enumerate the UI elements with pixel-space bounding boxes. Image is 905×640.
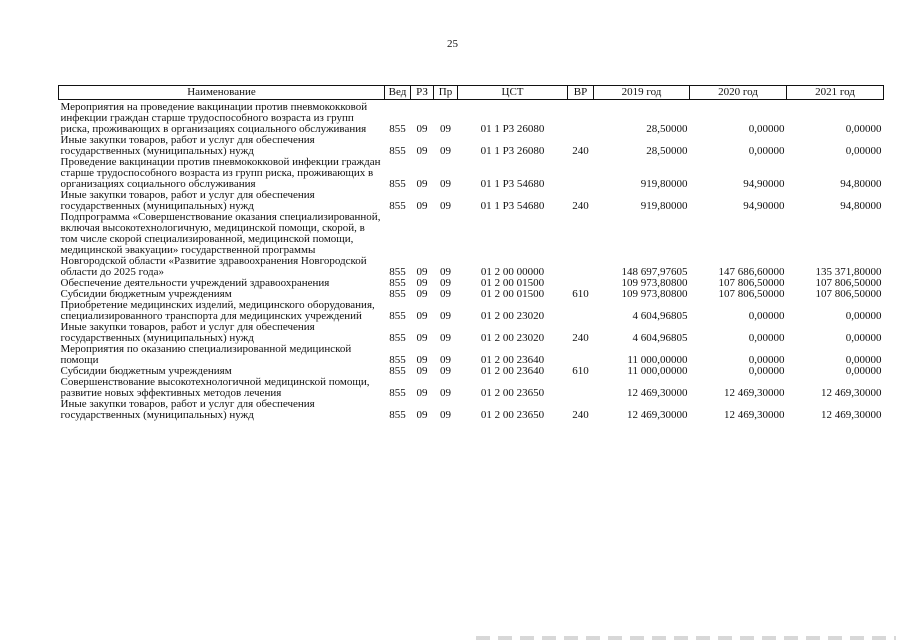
row-2019: 919,80000: [640, 178, 688, 190]
row-rz: 09: [416, 409, 428, 421]
row-name: Приобретение медицинских изделий, медицинского оборудования, специализированного транспорта для медицинских учреждений: [60, 299, 375, 322]
row-rz: 09: [416, 354, 428, 366]
header-rz: РЗ: [411, 86, 434, 100]
row-rz: 09: [416, 387, 428, 399]
row-ved: 855: [389, 354, 406, 366]
row-vr: [568, 100, 594, 136]
row-2019: 12 469,30000: [627, 409, 688, 421]
row-ved: 855: [389, 288, 406, 300]
row-2021: 0,00000: [845, 145, 882, 157]
table-row: [59, 100, 884, 136]
row-2019: 919,80000: [640, 200, 688, 212]
row-ved: 855: [389, 310, 406, 322]
row-cst: 01 1 Р3 26080: [480, 145, 545, 157]
row-2021: 0,00000: [845, 332, 882, 344]
row-ved: 855: [389, 365, 406, 377]
table-row: [59, 344, 884, 366]
row-name: Обеспечение деятельности учреждений здравоохранения: [60, 277, 330, 289]
row-2020: 0,00000: [748, 332, 785, 344]
row-vr: [568, 300, 594, 322]
row-name: Мероприятия на проведение вакцинации против пневмококковой инфекции граждан старше трудоспособного возраста из групп риска, проживающих в организациях социального обслуживания: [60, 101, 368, 135]
row-name: Субсидии бюджетным учреждениям: [60, 365, 232, 377]
table-row: [59, 157, 884, 190]
row-2019: 12 469,30000: [627, 387, 688, 399]
row-2019: 11 000,00000: [627, 354, 688, 366]
row-ved: 855: [389, 200, 406, 212]
row-cst: 01 1 Р3 26080: [480, 123, 545, 135]
row-2019: 28,50000: [646, 145, 688, 157]
header-2021: 2021 год: [787, 86, 884, 100]
row-cst: 01 1 Р3 54680: [480, 178, 545, 190]
budget-table: [58, 85, 884, 421]
header-vr: ВР: [568, 86, 594, 100]
row-ved: 855: [389, 266, 406, 278]
row-ved: 855: [389, 332, 406, 344]
row-name: Иные закупки товаров, работ и услуг для обеспечения государственных (муниципальных) нужд: [60, 189, 315, 212]
row-vr: 610: [572, 288, 589, 300]
row-pr: 09: [440, 365, 451, 377]
row-2020: 0,00000: [748, 123, 785, 135]
row-vr: [568, 377, 594, 399]
row-cst: 01 2 00 23650: [480, 387, 545, 399]
row-2020: 0,00000: [748, 310, 785, 322]
row-ved: 855: [389, 387, 406, 399]
row-2020: 0,00000: [748, 365, 785, 377]
row-pr: 09: [440, 266, 451, 278]
header-2019: 2019 год: [594, 86, 690, 100]
row-2021: 107 806,50000: [815, 277, 882, 289]
header-ved: Вед: [385, 86, 411, 100]
header-cst: ЦСТ: [458, 86, 568, 100]
row-vr: 240: [572, 409, 589, 421]
row-2019: 4 604,96805: [632, 310, 688, 322]
row-rz: 09: [416, 145, 428, 157]
row-2020: 12 469,30000: [724, 387, 785, 399]
row-cst: 01 2 00 01500: [480, 277, 545, 289]
row-ved: 855: [389, 277, 406, 289]
row-2019: 28,50000: [646, 123, 688, 135]
row-rz: 09: [416, 332, 428, 344]
row-2020: 147 686,60000: [718, 266, 785, 278]
row-name: Иные закупки товаров, работ и услуг для обеспечения государственных (муниципальных) нужд: [60, 398, 315, 421]
table-row: [59, 377, 884, 399]
row-name: Совершенствование высокотехнологичной медицинской помощи, развитие новых эффективных методов лечения: [60, 376, 370, 399]
row-rz: 09: [416, 266, 428, 278]
table-row: [59, 135, 884, 157]
row-2021: 135 371,80000: [815, 266, 882, 278]
row-pr: 09: [440, 332, 451, 344]
row-cst: 01 2 00 23640: [480, 365, 545, 377]
row-ved: 855: [389, 145, 406, 157]
row-pr: 09: [440, 200, 451, 212]
row-cst: 01 2 00 23020: [480, 332, 545, 344]
row-pr: 09: [440, 145, 451, 157]
table-row: [59, 300, 884, 322]
row-rz: 09: [416, 277, 428, 289]
row-pr: 09: [440, 288, 451, 300]
row-cst: 01 2 00 23020: [480, 310, 545, 322]
row-pr: 09: [440, 409, 451, 421]
row-cst: 01 2 00 00000: [480, 266, 545, 278]
row-ved: 855: [389, 178, 406, 190]
row-pr: 09: [440, 387, 451, 399]
header-name: Наименование: [59, 86, 385, 100]
row-2021: 0,00000: [845, 310, 882, 322]
row-2019: 4 604,96805: [632, 332, 688, 344]
row-2021: 0,00000: [845, 123, 882, 135]
row-2020: 107 806,50000: [718, 288, 785, 300]
row-vr: 240: [572, 200, 589, 212]
table-row: [59, 212, 884, 278]
table-body: [59, 100, 884, 422]
table-row: [59, 322, 884, 344]
row-pr: 09: [440, 123, 451, 135]
row-2021: 12 469,30000: [821, 409, 882, 421]
row-name: Подпрограмма «Совершенствование оказания специализированной, включая высокотехнологичную, медицинской помощи, скорой, в том числе скорой специализированной, медицинской помощи, медицинской эвакуации» государственной программы Новгородской области «Развитие здравоохранения Новгородской области до 2025 года»: [60, 211, 381, 278]
row-rz: 09: [416, 200, 428, 212]
row-pr: 09: [440, 354, 451, 366]
row-2019: 109 973,80800: [621, 288, 688, 300]
row-name: Мероприятия по оказанию специализированной медицинской помощи: [60, 343, 352, 366]
row-2021: 0,00000: [845, 354, 882, 366]
row-2021: 0,00000: [845, 365, 882, 377]
row-pr: 09: [440, 310, 451, 322]
row-pr: 09: [440, 178, 451, 190]
page-number: 25: [447, 38, 458, 50]
row-name: Иные закупки товаров, работ и услуг для обеспечения государственных (муниципальных) нужд: [60, 134, 315, 157]
row-2020: 94,90000: [743, 178, 785, 190]
header-2020: 2020 год: [690, 86, 787, 100]
row-2020: 0,00000: [748, 145, 785, 157]
header-pr: Пр: [434, 86, 458, 100]
row-cst: 01 2 00 23640: [480, 354, 545, 366]
row-rz: 09: [416, 310, 428, 322]
row-rz: 09: [416, 123, 428, 135]
row-2020: 107 806,50000: [718, 277, 785, 289]
row-vr: [568, 212, 594, 278]
row-2019: 109 973,80800: [621, 277, 688, 289]
row-vr: 610: [572, 365, 589, 377]
row-ved: 855: [389, 123, 406, 135]
scan-artifact: [476, 636, 896, 640]
row-rz: 09: [416, 288, 428, 300]
row-vr: 240: [572, 332, 589, 344]
table-header-row: [59, 86, 884, 100]
row-cst: 01 2 00 23650: [480, 409, 545, 421]
row-cst: 01 2 00 01500: [480, 288, 545, 300]
row-cst: 01 1 Р3 54680: [480, 200, 545, 212]
row-pr: 09: [440, 277, 451, 289]
row-vr: [568, 344, 594, 366]
table-row: [59, 190, 884, 212]
row-2020: 0,00000: [748, 354, 785, 366]
row-rz: 09: [416, 178, 428, 190]
row-2021: 12 469,30000: [821, 387, 882, 399]
row-2021: 94,80000: [840, 200, 882, 212]
row-name: Проведение вакцинации против пневмококковой инфекции граждан старше трудоспособного возраста из групп риска, проживающих в организациях социального обслуживания: [60, 156, 381, 190]
row-2019: 148 697,97605: [621, 266, 688, 278]
row-2021: 94,80000: [840, 178, 882, 190]
row-name: Иные закупки товаров, работ и услуг для обеспечения государственных (муниципальных) нужд: [60, 321, 315, 344]
row-2020: 12 469,30000: [724, 409, 785, 421]
row-ved: 855: [389, 409, 406, 421]
row-2021: 107 806,50000: [815, 288, 882, 300]
row-vr: [568, 157, 594, 190]
row-name: Субсидии бюджетным учреждениям: [60, 288, 232, 300]
row-vr: 240: [572, 145, 589, 157]
row-2019: 11 000,00000: [627, 365, 688, 377]
row-rz: 09: [416, 365, 428, 377]
row-2020: 94,90000: [743, 200, 785, 212]
table-row: [59, 399, 884, 421]
